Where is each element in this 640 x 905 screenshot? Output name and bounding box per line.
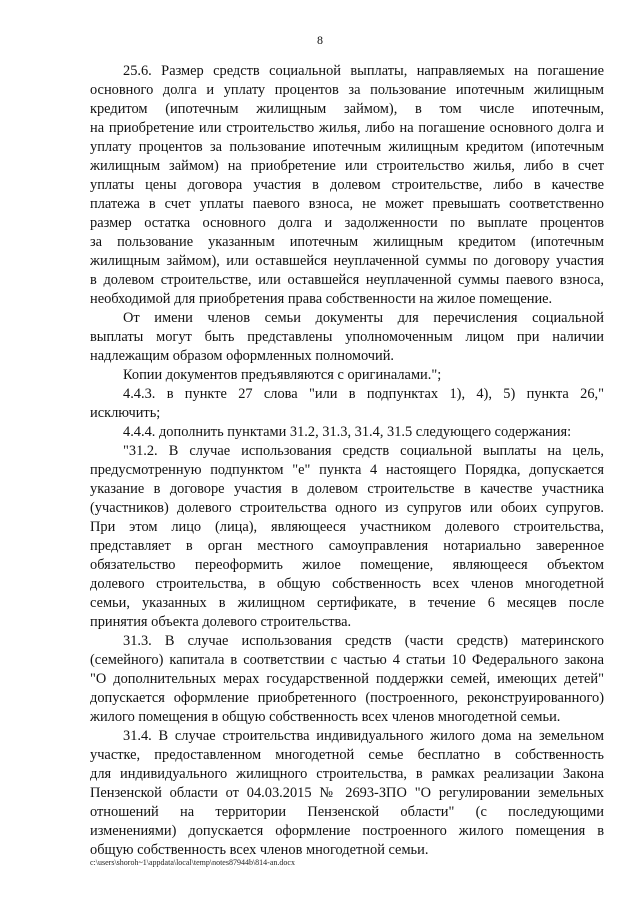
text-line: представляет в орган местного самоуправления нотариально заверенное <box>90 538 604 554</box>
text-line: жилищным займом), или оставшейся неуплаченной суммы по договору участия <box>90 253 604 269</box>
text-line: участке, предоставленном многодетной семье бесплатно в собственность <box>90 747 604 763</box>
text-line: уплаты цены договора участия в долевом строительстве, либо в качестве <box>90 177 604 193</box>
text-line: в долевом строительстве, или оставшейся неуплаченной суммы паевого взноса, <box>90 272 604 288</box>
page-number: 8 <box>317 33 323 47</box>
text-line: жилищным займом) на приобретение или строительство жилья, либо в счет <box>90 158 604 174</box>
text-line: 31.3. В случае использования средств (части средств) материнского <box>123 633 604 649</box>
text-line: исключить; <box>90 405 161 421</box>
text-line: надлежащим образом оформленных полномочий. <box>90 348 395 364</box>
text-line: долевого строительства, в общую собственность всех членов многодетной <box>90 576 604 592</box>
text-line: 4.4.4. дополнить пунктами 31.2, 31.3, 31.4, 31.5 следующего содержания: <box>123 424 572 440</box>
text-line: кредитом (ипотечным жилищным займом), в том числе ипотечным, <box>90 101 604 117</box>
text-line: указание в договоре участия в долевом строительстве в качестве участника <box>90 481 604 497</box>
text-line: 4.4.3. в пункте 27 слова "или в подпунктах 1), 4), 5) пункта 26," <box>123 386 604 402</box>
text-line: для индивидуального жилищного строительства, в рамках реализации Закона <box>90 766 604 782</box>
text-line: 25.6. Размер средств социальной выплаты, направляемых на погашение <box>123 63 604 79</box>
document-body <box>90 62 604 860</box>
footer-file-path: c:\users\shoroh~1\appdata\local\temp\notes87944b\814-an.docx <box>90 858 295 867</box>
text-line: (участников) долевого строительства одного из супругов или обоих супругов. <box>90 500 604 516</box>
text-line: (семейного) капитала в соответствии с частью 4 статьи 10 Федерального закона <box>90 652 604 668</box>
text-line: 31.4. В случае строительства индивидуального жилого дома на земельном <box>123 728 604 744</box>
text-line: "31.2. В случае использования средств социальной выплаты на цель, <box>123 443 604 459</box>
text-line: изменениями) допускается оформление построенного жилого помещения в <box>90 823 604 839</box>
text-line: семьи, указанных в жилищном сертификате, в течение 6 месяцев после <box>90 595 604 611</box>
text-line: допускается оформление приобретенного (построенного, реконструированного) <box>90 690 604 706</box>
text-line: необходимой для приобретения права собственности на жилое помещение. <box>90 291 553 307</box>
text-line: жилого помещения в общую собственность всех членов многодетной семьи. <box>90 709 561 725</box>
text-line: Пензенской области от 04.03.2015 № 2693-ЗПО "О регулировании земельных <box>90 785 604 801</box>
text-line: обязательство переоформить жилое помещение, являющееся объектом <box>90 557 604 573</box>
text-line: за пользование указанным ипотечным жилищным кредитом (ипотечным <box>90 234 604 250</box>
text-line: принятия объекта долевого строительства. <box>90 614 352 630</box>
text-line: на приобретение или строительство жилья, либо на погашение основного долга и <box>90 120 604 136</box>
text-line: "О дополнительных мерах государственной поддержки семей, имеющих детей" <box>90 671 604 687</box>
text-line: От имени членов семьи документы для перечисления социальной <box>123 310 604 326</box>
text-line: предусмотренную подпунктом "е" пункта 4 настоящего Порядка, допускается <box>90 462 604 478</box>
text-line: уплату процентов за пользование ипотечным жилищным кредитом (ипотечным <box>90 139 604 155</box>
text-line: отношений на территории Пензенской области" (с последующими <box>90 804 604 820</box>
text-line: платежа в счет уплаты паевого взноса, не может превышать соответственно <box>90 196 604 212</box>
text-line: размер остатка основного долга и задолженности по выплате процентов <box>90 215 604 231</box>
text-line: общую собственность всех членов многодетной семьи. <box>90 842 429 858</box>
text-line: основного долга и уплату процентов за пользование ипотечным жилищным <box>90 82 604 98</box>
text-line: Копии документов предъявляются с оригиналами."; <box>123 367 442 383</box>
text-line: При этом лицо (лица), являющееся участником долевого строительства, <box>90 519 604 535</box>
text-line: выплаты могут быть представлены уполномоченным лицом при наличии <box>90 329 604 345</box>
